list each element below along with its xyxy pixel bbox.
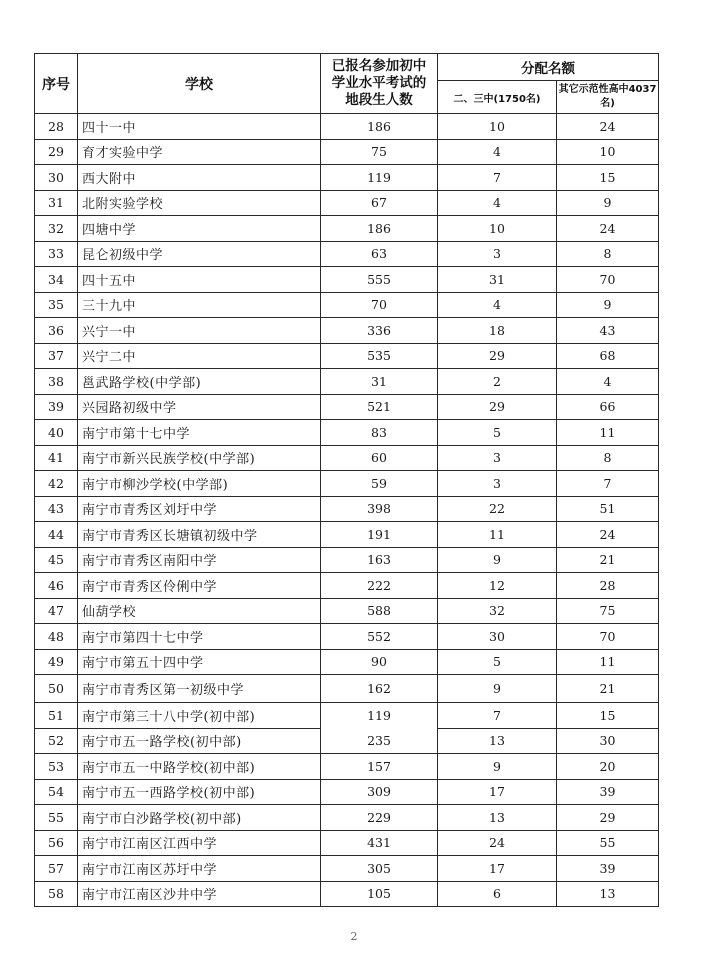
table-row [35,165,659,191]
row-registered-count: 157 [321,754,438,780]
row-quota-schools-2-3: 9 [438,675,557,703]
table-row [35,830,659,856]
row-registered-count: 186 [321,216,438,242]
row-registered-count: 63 [321,241,438,267]
row-quota-schools-2-3: 22 [438,496,557,522]
table-body [35,114,659,907]
row-registered-count: 431 [321,830,438,856]
row-registered-count: 70 [321,292,438,318]
row-registered-count: 229 [321,805,438,831]
row-quota-other-schools: 28 [557,573,659,599]
row-registered-count: 588 [321,598,438,624]
row-quota-schools-2-3: 4 [438,292,557,318]
row-quota-other-schools: 68 [557,343,659,369]
row-quota-other-schools: 13 [557,881,659,907]
row-seq: 55 [35,805,78,831]
header-allocation-group: 分配名额 [438,54,659,81]
table-row [35,267,659,293]
row-seq: 36 [35,318,78,344]
header-count: 已报名参加初中学业水平考试的地段生人数 [321,54,438,114]
row-quota-other-schools: 55 [557,830,659,856]
row-quota-other-schools: 4 [557,369,659,395]
table-row [35,779,659,805]
row-school-name: 南宁市第三十八中学(初中部) [78,703,321,729]
header-row [35,54,659,81]
row-quota-other-schools: 11 [557,420,659,446]
row-quota-schools-2-3: 4 [438,190,557,216]
row-quota-schools-2-3: 3 [438,471,557,497]
header-school: 学校 [78,54,321,114]
table-row [35,881,659,907]
row-school-name: 南宁市新兴民族学校(中学部) [78,445,321,471]
row-school-name: 兴园路初级中学 [78,394,321,420]
row-registered-count: 119 [321,165,438,191]
row-registered-count: 67 [321,190,438,216]
table-row [35,805,659,831]
row-quota-schools-2-3: 3 [438,241,557,267]
table-row [35,547,659,573]
row-quota-schools-2-3: 13 [438,728,557,754]
row-quota-other-schools: 15 [557,165,659,191]
row-quota-schools-2-3: 29 [438,394,557,420]
row-quota-other-schools: 29 [557,805,659,831]
row-seq: 34 [35,267,78,293]
table-row [35,754,659,780]
table-row [35,420,659,446]
row-quota-other-schools: 39 [557,856,659,882]
row-registered-count: 521 [321,394,438,420]
row-registered-count: 105 [321,881,438,907]
table-row [35,728,659,754]
row-school-name: 四十五中 [78,267,321,293]
row-quota-schools-2-3: 12 [438,573,557,599]
row-seq: 40 [35,420,78,446]
row-seq: 33 [35,241,78,267]
table-row [35,675,659,703]
row-seq: 43 [35,496,78,522]
table-row [35,114,659,140]
row-school-name: 南宁市青秀区刘圩中学 [78,496,321,522]
row-quota-schools-2-3: 7 [438,165,557,191]
row-quota-other-schools: 75 [557,598,659,624]
row-school-name: 邕武路学校(中学部) [78,369,321,395]
row-seq: 35 [35,292,78,318]
row-registered-count: 535 [321,343,438,369]
row-school-name: 南宁市青秀区长塘镇初级中学 [78,522,321,548]
row-quota-other-schools: 21 [557,547,659,573]
table-row [35,445,659,471]
row-seq: 42 [35,471,78,497]
row-quota-schools-2-3: 9 [438,754,557,780]
header-quota-other-schools: 其它示范性高中4037名) [557,81,659,114]
row-quota-other-schools: 9 [557,292,659,318]
row-registered-count: 163 [321,547,438,573]
row-quota-other-schools: 7 [557,471,659,497]
row-quota-other-schools: 15 [557,703,659,729]
table-row [35,369,659,395]
row-seq: 31 [35,190,78,216]
row-seq: 28 [35,114,78,140]
row-registered-count: 552 [321,624,438,650]
row-quota-schools-2-3: 9 [438,547,557,573]
row-school-name: 兴宁二中 [78,343,321,369]
row-school-name: 育才实验中学 [78,139,321,165]
row-school-name: 南宁市江南区江西中学 [78,830,321,856]
row-school-name: 南宁市五一西路学校(初中部) [78,779,321,805]
row-registered-count: 309 [321,779,438,805]
row-school-name: 南宁市柳沙学校(中学部) [78,471,321,497]
row-quota-schools-2-3: 6 [438,881,557,907]
row-registered-count: 235 [321,728,438,754]
row-quota-schools-2-3: 29 [438,343,557,369]
row-school-name: 南宁市青秀区南阳中学 [78,547,321,573]
row-quota-other-schools: 39 [557,779,659,805]
row-quota-schools-2-3: 4 [438,139,557,165]
row-quota-other-schools: 43 [557,318,659,344]
row-quota-other-schools: 24 [557,216,659,242]
row-school-name: 南宁市第五十四中学 [78,649,321,675]
row-quota-other-schools: 51 [557,496,659,522]
table-row [35,649,659,675]
row-quota-other-schools: 30 [557,728,659,754]
table-row [35,394,659,420]
table-row [35,241,659,267]
row-quota-schools-2-3: 13 [438,805,557,831]
row-school-name: 昆仑初级中学 [78,241,321,267]
row-school-name: 南宁市江南区苏圩中学 [78,856,321,882]
table-row [35,624,659,650]
row-seq: 53 [35,754,78,780]
row-quota-other-schools: 10 [557,139,659,165]
table-row [35,573,659,599]
page-number: 2 [350,930,358,943]
row-school-name: 南宁市五一中路学校(初中部) [78,754,321,780]
row-school-name: 南宁市青秀区第一初级中学 [78,675,321,703]
row-seq: 45 [35,547,78,573]
row-quota-other-schools: 21 [557,675,659,703]
row-seq: 51 [35,703,78,729]
header-quota-schools-2-3: 二、三中(1750名) [438,81,557,114]
row-registered-count: 191 [321,522,438,548]
row-seq: 54 [35,779,78,805]
row-quota-schools-2-3: 3 [438,445,557,471]
table-row [35,343,659,369]
row-school-name: 北附实验学校 [78,190,321,216]
row-seq: 46 [35,573,78,599]
row-registered-count: 90 [321,649,438,675]
table-row [35,190,659,216]
row-registered-count: 222 [321,573,438,599]
row-registered-count: 83 [321,420,438,446]
row-seq: 39 [35,394,78,420]
row-school-name: 南宁市青秀区伶俐中学 [78,573,321,599]
row-quota-other-schools: 70 [557,624,659,650]
row-quota-other-schools: 70 [557,267,659,293]
row-school-name: 南宁市五一路学校(初中部) [78,728,321,754]
row-quota-other-schools: 20 [557,754,659,780]
row-registered-count: 555 [321,267,438,293]
allocation-table [34,53,659,907]
row-quota-other-schools: 66 [557,394,659,420]
row-quota-schools-2-3: 2 [438,369,557,395]
row-quota-schools-2-3: 17 [438,856,557,882]
row-quota-other-schools: 8 [557,241,659,267]
row-quota-schools-2-3: 5 [438,649,557,675]
row-quota-other-schools: 11 [557,649,659,675]
row-seq: 29 [35,139,78,165]
row-school-name: 仙葫学校 [78,598,321,624]
row-quota-other-schools: 8 [557,445,659,471]
row-quota-schools-2-3: 18 [438,318,557,344]
row-quota-schools-2-3: 31 [438,267,557,293]
row-seq: 57 [35,856,78,882]
row-seq: 58 [35,881,78,907]
row-seq: 44 [35,522,78,548]
table-row [35,292,659,318]
row-school-name: 南宁市白沙路学校(初中部) [78,805,321,831]
row-quota-schools-2-3: 10 [438,216,557,242]
table-row [35,703,659,729]
table-row [35,496,659,522]
row-seq: 49 [35,649,78,675]
row-registered-count: 119 [321,703,438,729]
table-row [35,318,659,344]
row-seq: 32 [35,216,78,242]
row-quota-other-schools: 24 [557,114,659,140]
row-quota-schools-2-3: 24 [438,830,557,856]
row-quota-schools-2-3: 17 [438,779,557,805]
row-school-name: 兴宁一中 [78,318,321,344]
row-quota-schools-2-3: 5 [438,420,557,446]
row-seq: 50 [35,675,78,703]
header-seq: 序号 [35,54,78,114]
row-seq: 37 [35,343,78,369]
row-seq: 30 [35,165,78,191]
row-school-name: 三十九中 [78,292,321,318]
row-registered-count: 336 [321,318,438,344]
row-quota-schools-2-3: 7 [438,703,557,729]
table-row [35,522,659,548]
row-registered-count: 162 [321,675,438,703]
table-row [35,471,659,497]
row-seq: 52 [35,728,78,754]
row-quota-schools-2-3: 32 [438,598,557,624]
row-registered-count: 31 [321,369,438,395]
row-quota-schools-2-3: 11 [438,522,557,548]
row-seq: 48 [35,624,78,650]
row-quota-schools-2-3: 30 [438,624,557,650]
table-row [35,216,659,242]
table-row [35,856,659,882]
row-seq: 41 [35,445,78,471]
row-seq: 56 [35,830,78,856]
row-registered-count: 59 [321,471,438,497]
row-school-name: 南宁市第十七中学 [78,420,321,446]
row-school-name: 西大附中 [78,165,321,191]
row-registered-count: 186 [321,114,438,140]
row-registered-count: 60 [321,445,438,471]
row-school-name: 南宁市第四十七中学 [78,624,321,650]
row-quota-other-schools: 24 [557,522,659,548]
row-quota-schools-2-3: 10 [438,114,557,140]
row-registered-count: 305 [321,856,438,882]
table-row [35,139,659,165]
table-row [35,598,659,624]
row-seq: 38 [35,369,78,395]
row-school-name: 南宁市江南区沙井中学 [78,881,321,907]
row-seq: 47 [35,598,78,624]
row-registered-count: 75 [321,139,438,165]
row-school-name: 四塘中学 [78,216,321,242]
row-registered-count: 398 [321,496,438,522]
row-school-name: 四十一中 [78,114,321,140]
row-quota-other-schools: 9 [557,190,659,216]
